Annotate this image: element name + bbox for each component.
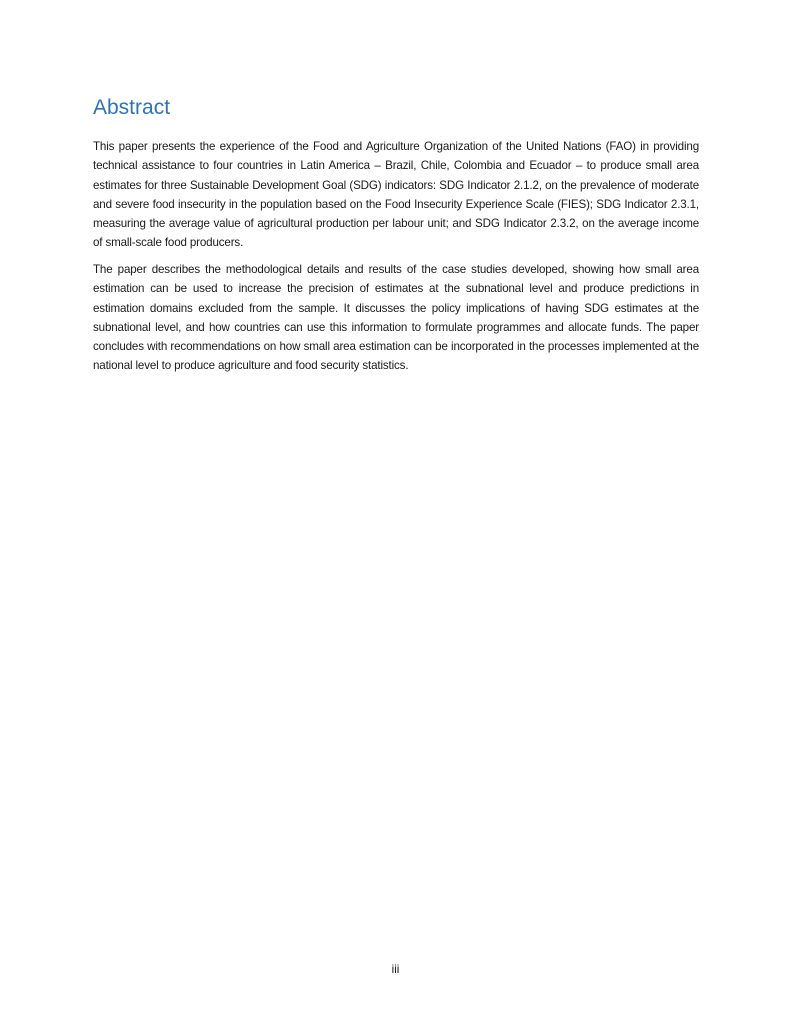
page-number: iii: [391, 963, 400, 976]
section-heading: Abstract: [93, 96, 171, 119]
abstract-paragraph-2: The paper describes the methodological details and results of the case studies developed, showing how small area estimation can be used to increase the precision of estimates at the subnational level and produce predictions in estimation domains excluded from the sample. It discusses the policy implications of having SDG estimates at the subnational level, and how countries can use this information to formulate programmes and allocate funds. The paper concludes with recommendations on how small area estimation can be incorporated in the processes implemented at the national level to produce agriculture and food security statistics.: [93, 263, 699, 373]
abstract-paragraph-1: This paper presents the experience of the Food and Agriculture Organization of the United Nations (FAO) in providing technical assistance to four countries in Latin America – Brazil, Chile, Colombia and Ecuador – to produce small area estimates for three Sustainable Development Goal (SDG) indicators: SDG Indicator 2.1.2, on the prevalence of moderate and severe food insecurity in the population based on the Food Insecurity Experience Scale (FIES); SDG Indicator 2.3.1, measuring the average value of agricultural production per labour unit; and SDG Indicator 2.3.2, on the average income of small-scale food producers.: [93, 140, 699, 250]
